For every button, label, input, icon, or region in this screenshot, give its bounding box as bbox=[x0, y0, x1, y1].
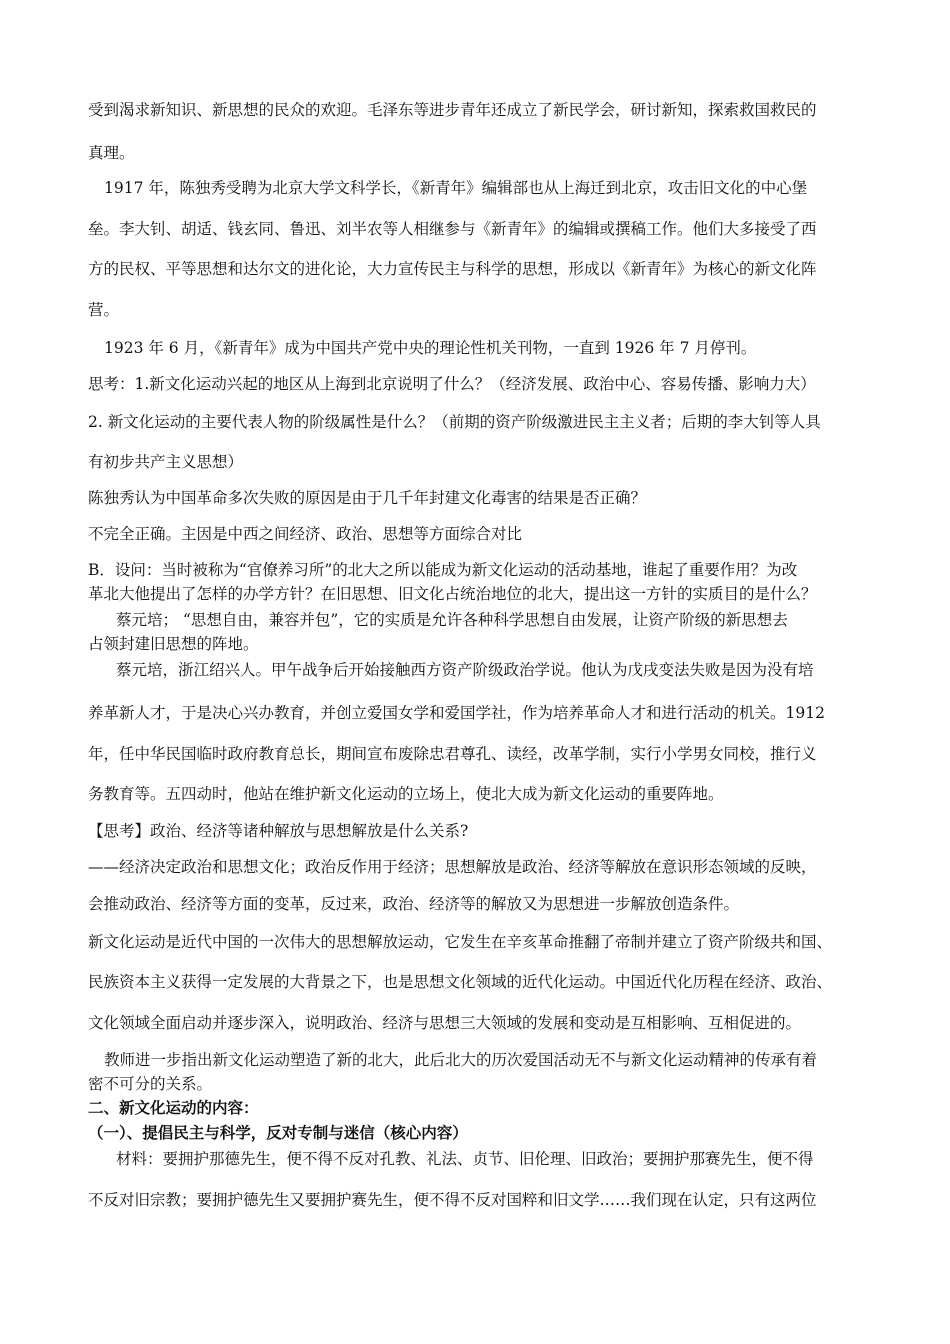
text-line: 民族资本主义获得一定发展的大背景之下，也是思想文化领域的近代化运动。中国近代化历程在经济、政治、 bbox=[88, 973, 833, 991]
text-line: 【思考】政治、经济等诸种解放与思想解放是什么关系? bbox=[88, 822, 469, 840]
text-line: 2. 新文化运动的主要代表人物的阶级属性是什么？（前期的资产阶级激进民主主义者；后期的李大钊等人具 bbox=[88, 413, 821, 431]
text-line: ——经济决定政治和思想文化；政治反作用于经济；思想解放是政治、经济等解放在意识形态领域的反映， bbox=[88, 858, 817, 876]
text-line: 思考：1.新文化运动兴起的地区从上海到北京说明了什么？（经济发展、政治中心、容易传播、影响力大） bbox=[88, 375, 816, 393]
text-line: 有初步共产主义思想） bbox=[88, 453, 244, 471]
text-line: 务教育等。五四动时，他站在维护新文化运动的立场上，使北大成为新文化运动的重要阵地。 bbox=[88, 785, 724, 803]
text-line: 不完全正确。主因是中西之间经济、政治、思想等方面综合对比 bbox=[88, 525, 523, 543]
text-line: 文化领域全面启动并逐步深入，说明政治、经济与思想三大领域的发展和变动是互相影响、互相促进的。 bbox=[88, 1014, 802, 1032]
text-line: 蔡元培，浙江绍兴人。甲午战争后开始接触西方资产阶级政治学说。他认为戊戌变法失败是因为没有培 bbox=[116, 661, 814, 679]
text-line: 陈独秀认为中国革命多次失败的原因是由于几千年封建文化毒害的结果是否正确？ bbox=[88, 489, 647, 507]
text-line: 年，任中华民国临时政府教育总长，期间宣布废除忠君尊孔、读经，改革学制，实行小学男女同校，推行义 bbox=[88, 745, 817, 763]
text-line: 材料：要拥护那德先生，便不得不反对孔教、礼法、贞节、旧伦理、旧政治；要拥护那赛先生，便不得 bbox=[116, 1150, 814, 1168]
text-line: 蔡元培； “思想自由，兼容并包”，它的实质是允许各种科学思想自由发展，让资产阶级的新思想去 bbox=[116, 611, 788, 629]
text-line: 教师进一步指出新文化运动塑造了新的北大，此后北大的历次爱国活动无不与新文化运动精神的传承有着 bbox=[104, 1051, 818, 1069]
text-line: 革北大他提出了怎样的办学方针？在旧思想、旧文化占统治地位的北大，提出这一方针的实质目的是什么？ bbox=[88, 585, 817, 603]
text-line: 不反对旧宗教；要拥护德先生又要拥护赛先生，便不得不反对国粹和旧文学……我们现在认定，只有这两位 bbox=[88, 1191, 817, 1209]
text-line: 受到渴求新知识、新思想的民众的欢迎。毛泽东等进步青年还成立了新民学会，研讨新知，探索救国救民的 bbox=[88, 101, 817, 119]
text-line: 密不可分的关系。 bbox=[88, 1075, 213, 1093]
text-line: 会推动政治、经济等方面的变革，反过来，政治、经济等的解放又为思想进一步解放创造条件。 bbox=[88, 895, 740, 913]
text-line: 营。 bbox=[88, 301, 120, 319]
text-line: 占领封建旧思想的阵地。 bbox=[88, 635, 259, 653]
text-line: 方的民权、平等思想和达尔文的进化论，大力宣传民主与科学的思想，形成以《新青年》为核心的新文化阵 bbox=[88, 260, 817, 278]
text-line: 垒。李大钊、胡适、钱玄同、鲁迅、刘半农等人相继参与《新青年》的编辑或撰稿工作。他们大多接受了西 bbox=[88, 220, 817, 238]
text-line: 新文化运动是近代中国的一次伟大的思想解放运动，它发生在辛亥革命推翻了帝制并建立了资产阶级共和国、 bbox=[88, 933, 833, 951]
text-line: 真理。 bbox=[88, 144, 135, 162]
text-line: B．设问：当时被称为“官僚养习所”的北大之所以能成为新文化运动的活动基地，谁起了重要作用？为改 bbox=[88, 561, 798, 579]
text-line: 1917 年，陈独秀受聘为北京大学文科学长，《新青年》编辑部也从上海迁到北京，攻击旧文化的中心堡 bbox=[104, 179, 808, 197]
section-heading: 二、新文化运动的内容： bbox=[88, 1098, 259, 1117]
text-line: 养革新人才，于是决心兴办教育，并创立爱国女学和爱国学社，作为培养革命人才和进行活动的机关。1912 bbox=[88, 704, 825, 722]
text-line: 1923 年 6 月，《新青年》成为中国共产党中央的理论性机关刊物，一直到 1926 年 7 月停刊。 bbox=[104, 339, 757, 357]
subsection-heading: （一）、提倡民主与科学，反对专制与迷信（核心内容） bbox=[88, 1123, 468, 1142]
